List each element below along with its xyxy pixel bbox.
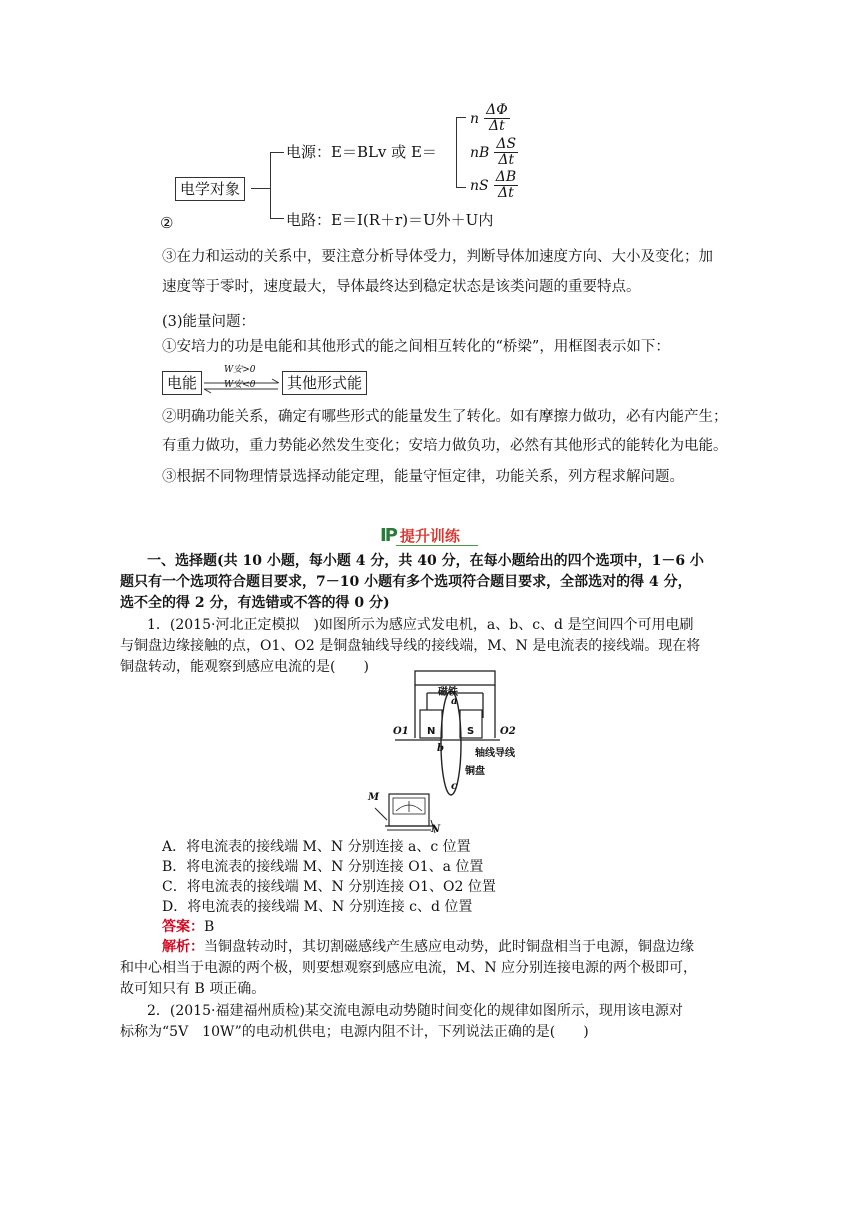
o2-label: O2 (500, 726, 516, 737)
electric-object-box: 电学对象 (175, 177, 245, 201)
point-a-label: a (451, 696, 458, 707)
energy-point-2-line1: ②明确功能关系，确定有哪些形式的能量发生了转化。如有摩擦力做功，必有内能产生； (162, 409, 728, 425)
generator-figure (365, 668, 535, 838)
q1-line3: 铜盘转动，能观察到感应电流的是( ) (120, 659, 369, 675)
copper-disk-label: 铜盘 (465, 766, 485, 777)
section-logo-icon: IP (380, 525, 396, 546)
section-header (380, 525, 460, 546)
electric-energy-box: 电能 (162, 371, 202, 395)
o1-label: O1 (393, 726, 409, 737)
s-pole-label: S (467, 726, 475, 737)
fraction-3: nS $\frac{\Delta B}{\Delta t}$ (470, 169, 517, 201)
fraction-2: nB $\frac{\Delta S}{\Delta t}$ (470, 136, 517, 168)
point-b-label: b (437, 743, 444, 754)
source-formula: 电源：E＝BLv 或 E＝ (286, 143, 437, 161)
energy-point-3: ③根据不同物理情景选择动能定理，能量守恒定律，功能关系，列方程求解问题。 (162, 469, 684, 485)
option-a: A．将电流表的接线端 M、N 分别连接 a、c 位置 (162, 839, 471, 855)
energy-heading: (3)能量问题： (162, 314, 256, 330)
n-terminal-label: N (431, 824, 441, 835)
section-title: 提升训练 (399, 527, 460, 545)
paragraph-3-line1: ③在力和运动的关系中，要注意分析导体受力，判断导体加速度方向、大小及变化；加 (162, 249, 713, 265)
circled-number: ② (160, 214, 174, 232)
option-b: B．将电流表的接线端 M、N 分别连接 O1、a 位置 (162, 859, 484, 875)
paragraph-3-line2: 速度等于零时，速度最大，导体最终达到稳定状态是该类问题的重要特点。 (162, 279, 641, 295)
other-energy-box: 其他形式能 (282, 371, 367, 395)
intro-line3: 选不全的得 2 分，有选错或不答的得 0 分) (120, 595, 390, 611)
magnet-label: 磁铁 (438, 687, 458, 698)
q1-line2: 与铜盘边缘接触的点，O1、O2 是铜盘轴线导线的接线端，M、N 是电流表的接线端。现在将 (120, 638, 701, 654)
answer-value: B (204, 919, 215, 935)
option-c: C．将电流表的接线端 M、N 分别连接 O1、O2 位置 (162, 879, 496, 895)
q2-line2: 标称为“5V 10W”的电动机供电；电源内阻不计，下列说法正确的是( ) (120, 1024, 589, 1040)
intro-line2: 题只有一个选项符合题目要求，7－10 小题有多个选项符合题目要求，全部选对的得 4 分， (120, 574, 692, 590)
analysis-line1: 解析：当铜盘转动时，其切割磁感线产生感应电动势，此时铜盘相当于电源，铜盘边缘 (162, 939, 694, 955)
answer (162, 917, 214, 937)
intro-line1: 一、选择题(共 10 小题，每小题 4 分，共 40 分，在每小题给出的四个选项中，1－6 小 (147, 553, 704, 569)
fraction-1: n $\frac{\Delta\Phi}{\Delta t}$ (470, 102, 508, 134)
q1-line1: 1．(2015·河北正定模拟 )如图所示为感应式发电机，a、b、c、d 是空间四个可用电刷 (147, 617, 694, 633)
analysis-label: 解析： (162, 939, 204, 955)
point-c-label: c (451, 781, 458, 792)
analysis-line3: 故可知只有 B 项正确。 (120, 981, 266, 997)
arrow-top-label: W安>0 (224, 365, 256, 375)
m-terminal-label: M (368, 792, 380, 803)
q2-line1: 2．(2015·福建福州质检)某交流电源电动势随时间变化的规律如图所示，现用该电源对 (147, 1003, 683, 1019)
answer-label: 答案： (162, 919, 204, 935)
n-pole-label: N (427, 726, 436, 737)
arrow-bottom-label: W安<0 (224, 380, 256, 390)
analysis-line2: 和中心相当于电源的两个极，则要想观察到感应电流，M、N 应分别连接电源的两个极即可， (120, 960, 698, 976)
circuit-formula: 电路：E＝I(R＋r)＝U外＋U内 (286, 211, 494, 229)
option-d: D．将电流表的接线端 M、N 分别连接 c、d 位置 (162, 899, 473, 915)
axis-wire-label: 轴线导线 (475, 748, 515, 759)
energy-point-1: ①安培力的功是电能和其他形式的能之间相互转化的“桥梁”，用框图表示如下： (162, 339, 670, 355)
energy-point-2-line2: 有重力做功，重力势能必然发生变化；安培力做负功，必然有其他形式的能转化为电能。 (162, 438, 728, 454)
